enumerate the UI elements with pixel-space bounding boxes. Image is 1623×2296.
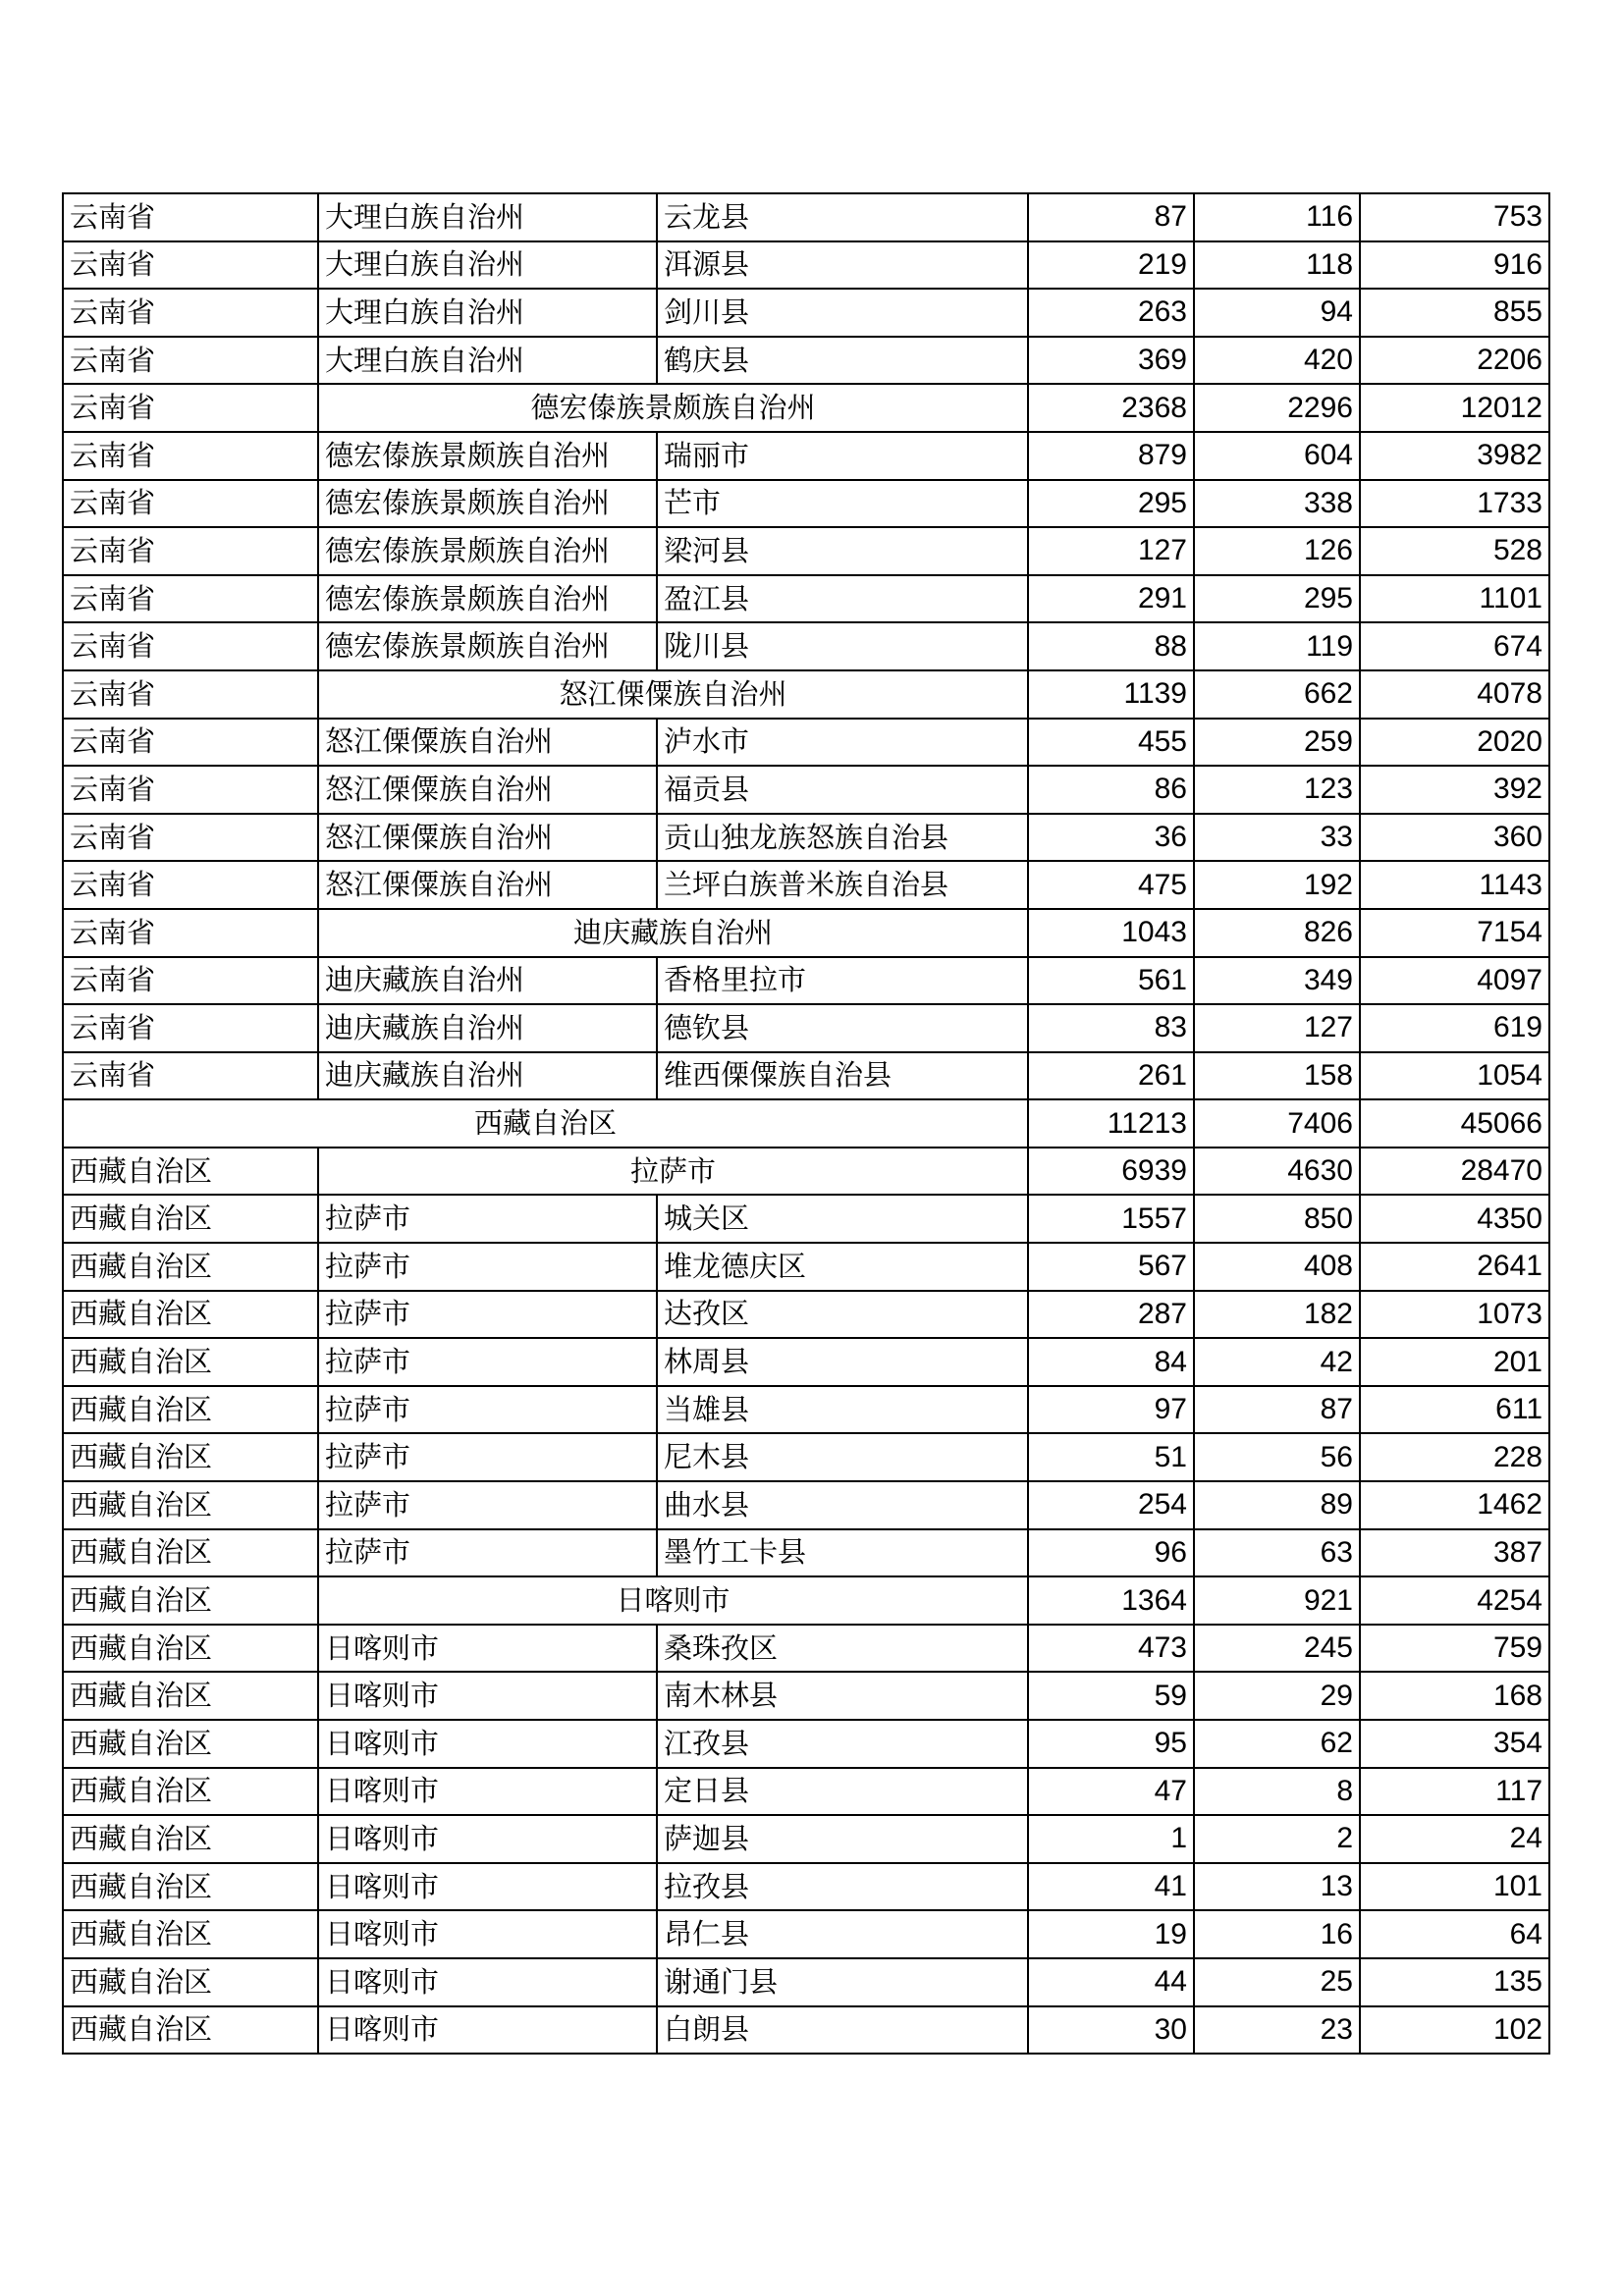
value-cell-2: 119 (1194, 622, 1360, 670)
value-cell-2: 127 (1194, 1004, 1360, 1052)
value-cell-1: 291 (1028, 575, 1194, 623)
county-cell: 香格里拉市 (657, 957, 1028, 1005)
province-cell: 西藏自治区 (63, 1291, 318, 1339)
prefecture-cell: 日喀则市 (318, 1625, 657, 1673)
county-cell: 陇川县 (657, 622, 1028, 670)
table-row (63, 622, 1549, 670)
value-cell-1: 287 (1028, 1291, 1194, 1339)
value-cell-2: 182 (1194, 1291, 1360, 1339)
value-cell-2: 826 (1194, 909, 1360, 957)
value-cell-2: 158 (1194, 1052, 1360, 1100)
value-cell-3: 201 (1360, 1338, 1549, 1386)
value-cell-2: 295 (1194, 575, 1360, 623)
prefecture-cell: 德宏傣族景颇族自治州 (318, 432, 657, 480)
province-cell: 云南省 (63, 480, 318, 528)
prefecture-cell: 日喀则市 (318, 1863, 657, 1911)
county-cell: 达孜区 (657, 1291, 1028, 1339)
value-cell-2: 33 (1194, 814, 1360, 862)
county-cell: 曲水县 (657, 1481, 1028, 1529)
prefecture-cell: 迪庆藏族自治州 (318, 957, 657, 1005)
table-row (63, 337, 1549, 385)
value-cell-3: 1733 (1360, 480, 1549, 528)
prefecture-cell: 拉萨市 (318, 1529, 657, 1577)
county-cell: 昂仁县 (657, 1910, 1028, 1958)
value-cell-1: 567 (1028, 1243, 1194, 1291)
prefecture-cell: 日喀则市 (318, 1768, 657, 1816)
value-cell-2: 116 (1194, 193, 1360, 241)
value-cell-3: 1143 (1360, 861, 1549, 909)
value-cell-3: 4078 (1360, 670, 1549, 719)
value-cell-1: 11213 (1028, 1099, 1194, 1148)
county-cell: 维西傈僳族自治县 (657, 1052, 1028, 1100)
prefecture-cell: 怒江傈僳族自治州 (318, 766, 657, 814)
province-cell: 西藏自治区 (63, 1243, 318, 1291)
value-cell-1: 51 (1028, 1433, 1194, 1481)
province-cell: 云南省 (63, 909, 318, 957)
value-cell-1: 1557 (1028, 1195, 1194, 1243)
value-cell-2: 25 (1194, 1958, 1360, 2006)
value-cell-1: 369 (1028, 337, 1194, 385)
value-cell-2: 850 (1194, 1195, 1360, 1243)
value-cell-2: 245 (1194, 1625, 1360, 1673)
value-cell-3: 64 (1360, 1910, 1549, 1958)
prefecture-cell: 德宏傣族景颇族自治州 (318, 480, 657, 528)
table-row (63, 1863, 1549, 1911)
prefecture-cell: 大理白族自治州 (318, 241, 657, 290)
value-cell-1: 36 (1028, 814, 1194, 862)
table-body (63, 193, 1549, 2054)
province-cell: 西藏自治区 (63, 2006, 318, 2055)
prefecture-cell: 拉萨市 (318, 1291, 657, 1339)
value-cell-2: 89 (1194, 1481, 1360, 1529)
province-cell: 西藏自治区 (63, 1672, 318, 1720)
province-cell: 云南省 (63, 1052, 318, 1100)
table-row (63, 480, 1549, 528)
province-cell: 云南省 (63, 957, 318, 1005)
table-row (63, 527, 1549, 575)
value-cell-2: 408 (1194, 1243, 1360, 1291)
value-cell-2: 62 (1194, 1720, 1360, 1768)
value-cell-3: 4254 (1360, 1576, 1549, 1625)
county-cell: 云龙县 (657, 193, 1028, 241)
value-cell-3: 4097 (1360, 957, 1549, 1005)
value-cell-1: 455 (1028, 719, 1194, 767)
table-row (63, 1243, 1549, 1291)
value-cell-3: 1462 (1360, 1481, 1549, 1529)
prefecture-cell: 拉萨市 (318, 1195, 657, 1243)
value-cell-2: 662 (1194, 670, 1360, 719)
province-cell: 西藏自治区 (63, 1863, 318, 1911)
province-cell: 云南省 (63, 527, 318, 575)
province-cell: 西藏自治区 (63, 1958, 318, 2006)
prefecture-cell: 日喀则市 (318, 1958, 657, 2006)
value-cell-2: 16 (1194, 1910, 1360, 1958)
table-row (63, 1672, 1549, 1720)
value-cell-1: 97 (1028, 1386, 1194, 1434)
value-cell-2: 4630 (1194, 1148, 1360, 1196)
value-cell-3: 528 (1360, 527, 1549, 575)
table-row (63, 1099, 1549, 1148)
table-row (63, 1815, 1549, 1863)
prefecture-subtotal-cell: 迪庆藏族自治州 (318, 909, 1028, 957)
value-cell-1: 41 (1028, 1863, 1194, 1911)
value-cell-2: 8 (1194, 1768, 1360, 1816)
value-cell-2: 338 (1194, 480, 1360, 528)
province-cell: 西藏自治区 (63, 1768, 318, 1816)
province-subtotal-cell: 西藏自治区 (63, 1099, 1028, 1148)
table-row (63, 1004, 1549, 1052)
value-cell-1: 44 (1028, 1958, 1194, 2006)
value-cell-1: 1 (1028, 1815, 1194, 1863)
value-cell-3: 3982 (1360, 432, 1549, 480)
value-cell-2: 420 (1194, 337, 1360, 385)
county-cell: 剑川县 (657, 289, 1028, 337)
value-cell-1: 879 (1028, 432, 1194, 480)
province-cell: 云南省 (63, 241, 318, 290)
province-cell: 西藏自治区 (63, 1720, 318, 1768)
table-row (63, 909, 1549, 957)
prefecture-cell: 怒江傈僳族自治州 (318, 861, 657, 909)
county-cell: 鹤庆县 (657, 337, 1028, 385)
county-cell: 江孜县 (657, 1720, 1028, 1768)
value-cell-1: 295 (1028, 480, 1194, 528)
prefecture-cell: 拉萨市 (318, 1481, 657, 1529)
county-cell: 当雄县 (657, 1386, 1028, 1434)
county-cell: 城关区 (657, 1195, 1028, 1243)
value-cell-3: 45066 (1360, 1099, 1549, 1148)
province-cell: 西藏自治区 (63, 1386, 318, 1434)
prefecture-cell: 德宏傣族景颇族自治州 (318, 527, 657, 575)
prefecture-subtotal-cell: 德宏傣族景颇族自治州 (318, 384, 1028, 432)
value-cell-3: 2641 (1360, 1243, 1549, 1291)
value-cell-1: 47 (1028, 1768, 1194, 1816)
prefecture-cell: 拉萨市 (318, 1386, 657, 1434)
value-cell-1: 261 (1028, 1052, 1194, 1100)
value-cell-3: 1054 (1360, 1052, 1549, 1100)
statistics-table (62, 192, 1550, 2055)
province-cell: 西藏自治区 (63, 1338, 318, 1386)
prefecture-cell: 德宏傣族景颇族自治州 (318, 622, 657, 670)
value-cell-2: 604 (1194, 432, 1360, 480)
value-cell-3: 354 (1360, 1720, 1549, 1768)
value-cell-3: 117 (1360, 1768, 1549, 1816)
province-cell: 云南省 (63, 622, 318, 670)
value-cell-3: 2020 (1360, 719, 1549, 767)
prefecture-subtotal-cell: 日喀则市 (318, 1576, 1028, 1625)
value-cell-2: 13 (1194, 1863, 1360, 1911)
value-cell-2: 56 (1194, 1433, 1360, 1481)
table-row (63, 957, 1549, 1005)
value-cell-3: 674 (1360, 622, 1549, 670)
value-cell-2: 2 (1194, 1815, 1360, 1863)
prefecture-cell: 大理白族自治州 (318, 289, 657, 337)
prefecture-cell: 拉萨市 (318, 1338, 657, 1386)
table-row (63, 719, 1549, 767)
table-row (63, 384, 1549, 432)
province-cell: 西藏自治区 (63, 1529, 318, 1577)
county-cell: 尼木县 (657, 1433, 1028, 1481)
table-row (63, 1195, 1549, 1243)
county-cell: 定日县 (657, 1768, 1028, 1816)
value-cell-3: 360 (1360, 814, 1549, 862)
province-cell: 西藏自治区 (63, 1625, 318, 1673)
prefecture-cell: 拉萨市 (318, 1433, 657, 1481)
province-cell: 云南省 (63, 337, 318, 385)
prefecture-cell: 怒江傈僳族自治州 (318, 814, 657, 862)
table-row (63, 861, 1549, 909)
county-cell: 拉孜县 (657, 1863, 1028, 1911)
county-cell: 德钦县 (657, 1004, 1028, 1052)
value-cell-3: 855 (1360, 289, 1549, 337)
table-row (63, 1291, 1549, 1339)
province-cell: 西藏自治区 (63, 1910, 318, 1958)
prefecture-cell: 迪庆藏族自治州 (318, 1052, 657, 1100)
prefecture-cell: 日喀则市 (318, 1815, 657, 1863)
value-cell-3: 619 (1360, 1004, 1549, 1052)
province-cell: 云南省 (63, 719, 318, 767)
province-cell: 云南省 (63, 766, 318, 814)
table-row (63, 1481, 1549, 1529)
county-cell: 芒市 (657, 480, 1028, 528)
province-cell: 云南省 (63, 575, 318, 623)
value-cell-1: 219 (1028, 241, 1194, 290)
value-cell-1: 2368 (1028, 384, 1194, 432)
value-cell-1: 95 (1028, 1720, 1194, 1768)
province-cell: 云南省 (63, 432, 318, 480)
prefecture-cell: 怒江傈僳族自治州 (318, 719, 657, 767)
county-cell: 南木林县 (657, 1672, 1028, 1720)
prefecture-cell: 日喀则市 (318, 2006, 657, 2055)
table-row (63, 814, 1549, 862)
value-cell-3: 611 (1360, 1386, 1549, 1434)
value-cell-2: 118 (1194, 241, 1360, 290)
value-cell-1: 473 (1028, 1625, 1194, 1673)
table-row (63, 1052, 1549, 1100)
table-row (63, 1910, 1549, 1958)
province-cell: 云南省 (63, 670, 318, 719)
table-row (63, 766, 1549, 814)
value-cell-2: 349 (1194, 957, 1360, 1005)
province-cell: 西藏自治区 (63, 1481, 318, 1529)
value-cell-2: 7406 (1194, 1099, 1360, 1148)
county-cell: 福贡县 (657, 766, 1028, 814)
table-row (63, 1529, 1549, 1577)
value-cell-3: 753 (1360, 193, 1549, 241)
value-cell-1: 59 (1028, 1672, 1194, 1720)
table-row (63, 670, 1549, 719)
value-cell-3: 135 (1360, 1958, 1549, 2006)
table-row (63, 1720, 1549, 1768)
county-cell: 墨竹工卡县 (657, 1529, 1028, 1577)
value-cell-1: 475 (1028, 861, 1194, 909)
value-cell-3: 916 (1360, 241, 1549, 290)
prefecture-cell: 迪庆藏族自治州 (318, 1004, 657, 1052)
value-cell-3: 4350 (1360, 1195, 1549, 1243)
county-cell: 白朗县 (657, 2006, 1028, 2055)
province-cell: 云南省 (63, 193, 318, 241)
county-cell: 贡山独龙族怒族自治县 (657, 814, 1028, 862)
province-cell: 西藏自治区 (63, 1433, 318, 1481)
table-row (63, 1148, 1549, 1196)
table-row (63, 1625, 1549, 1673)
value-cell-1: 561 (1028, 957, 1194, 1005)
county-cell: 梁河县 (657, 527, 1028, 575)
value-cell-2: 921 (1194, 1576, 1360, 1625)
value-cell-2: 23 (1194, 2006, 1360, 2055)
value-cell-3: 101 (1360, 1863, 1549, 1911)
value-cell-1: 1139 (1028, 670, 1194, 719)
prefecture-subtotal-cell: 拉萨市 (318, 1148, 1028, 1196)
table-row (63, 432, 1549, 480)
table-row (63, 2006, 1549, 2055)
table-row (63, 1958, 1549, 2006)
county-cell: 兰坪白族普米族自治县 (657, 861, 1028, 909)
value-cell-3: 168 (1360, 1672, 1549, 1720)
prefecture-cell: 德宏傣族景颇族自治州 (318, 575, 657, 623)
value-cell-1: 6939 (1028, 1148, 1194, 1196)
value-cell-3: 2206 (1360, 337, 1549, 385)
province-cell: 西藏自治区 (63, 1576, 318, 1625)
value-cell-3: 392 (1360, 766, 1549, 814)
value-cell-3: 7154 (1360, 909, 1549, 957)
county-cell: 桑珠孜区 (657, 1625, 1028, 1673)
value-cell-1: 96 (1028, 1529, 1194, 1577)
value-cell-1: 86 (1028, 766, 1194, 814)
prefecture-cell: 大理白族自治州 (318, 193, 657, 241)
value-cell-3: 759 (1360, 1625, 1549, 1673)
county-cell: 林周县 (657, 1338, 1028, 1386)
prefecture-cell: 日喀则市 (318, 1720, 657, 1768)
prefecture-cell: 大理白族自治州 (318, 337, 657, 385)
table-row (63, 1338, 1549, 1386)
province-cell: 西藏自治区 (63, 1195, 318, 1243)
value-cell-1: 127 (1028, 527, 1194, 575)
value-cell-1: 1364 (1028, 1576, 1194, 1625)
value-cell-3: 1073 (1360, 1291, 1549, 1339)
value-cell-3: 12012 (1360, 384, 1549, 432)
value-cell-2: 63 (1194, 1529, 1360, 1577)
table-row (63, 1768, 1549, 1816)
value-cell-3: 28470 (1360, 1148, 1549, 1196)
value-cell-3: 1101 (1360, 575, 1549, 623)
table-row (63, 1576, 1549, 1625)
value-cell-1: 1043 (1028, 909, 1194, 957)
province-cell: 云南省 (63, 814, 318, 862)
value-cell-1: 88 (1028, 622, 1194, 670)
province-cell: 西藏自治区 (63, 1148, 318, 1196)
value-cell-1: 83 (1028, 1004, 1194, 1052)
table-row (63, 289, 1549, 337)
county-cell: 堆龙德庆区 (657, 1243, 1028, 1291)
value-cell-1: 19 (1028, 1910, 1194, 1958)
value-cell-2: 94 (1194, 289, 1360, 337)
value-cell-1: 87 (1028, 193, 1194, 241)
prefecture-subtotal-cell: 怒江傈僳族自治州 (318, 670, 1028, 719)
value-cell-2: 123 (1194, 766, 1360, 814)
prefecture-cell: 日喀则市 (318, 1910, 657, 1958)
province-cell: 云南省 (63, 384, 318, 432)
value-cell-3: 387 (1360, 1529, 1549, 1577)
prefecture-cell: 拉萨市 (318, 1243, 657, 1291)
table-row (63, 241, 1549, 290)
value-cell-1: 30 (1028, 2006, 1194, 2055)
value-cell-2: 87 (1194, 1386, 1360, 1434)
province-cell: 西藏自治区 (63, 1815, 318, 1863)
table-row (63, 193, 1549, 241)
table-row (63, 1433, 1549, 1481)
value-cell-2: 42 (1194, 1338, 1360, 1386)
table-row (63, 1386, 1549, 1434)
value-cell-2: 29 (1194, 1672, 1360, 1720)
province-cell: 云南省 (63, 1004, 318, 1052)
value-cell-2: 126 (1194, 527, 1360, 575)
value-cell-2: 2296 (1194, 384, 1360, 432)
prefecture-cell: 日喀则市 (318, 1672, 657, 1720)
county-cell: 泸水市 (657, 719, 1028, 767)
value-cell-1: 254 (1028, 1481, 1194, 1529)
county-cell: 洱源县 (657, 241, 1028, 290)
value-cell-3: 228 (1360, 1433, 1549, 1481)
province-cell: 云南省 (63, 289, 318, 337)
province-cell: 云南省 (63, 861, 318, 909)
county-cell: 萨迦县 (657, 1815, 1028, 1863)
value-cell-1: 84 (1028, 1338, 1194, 1386)
value-cell-2: 259 (1194, 719, 1360, 767)
county-cell: 瑞丽市 (657, 432, 1028, 480)
county-cell: 盈江县 (657, 575, 1028, 623)
value-cell-2: 192 (1194, 861, 1360, 909)
value-cell-3: 24 (1360, 1815, 1549, 1863)
value-cell-1: 263 (1028, 289, 1194, 337)
table-row (63, 575, 1549, 623)
value-cell-3: 102 (1360, 2006, 1549, 2055)
county-cell: 谢通门县 (657, 1958, 1028, 2006)
